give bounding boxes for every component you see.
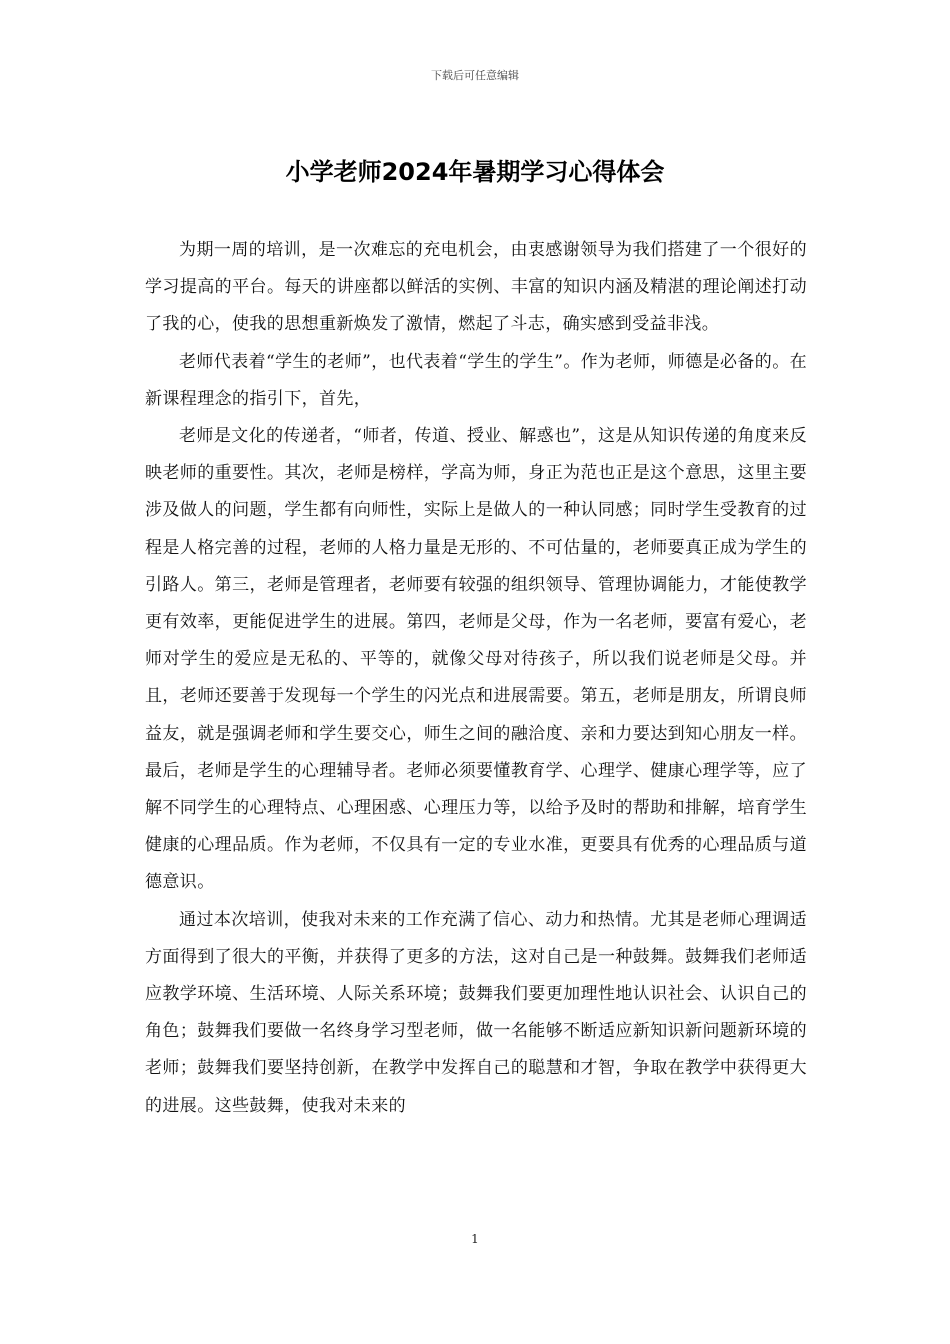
- document-body: [145, 232, 807, 1125]
- paragraph-3: 老师是文化的传递者，“师者，传道、授业、解惑也”，这是从知识传递的角度来反映老师的重要性。其次，老师是榜样，学高为师，身正为范也正是这个意思，这里主要涉及做人的问题，学生都有向师性，实际上是做人的一种认同感；同时学生受教育的过程是人格完善的过程，老师的人格力量是无形的、不可估量的，老师要真正成为学生的引路人。第三，老师是管理者，老师要有较强的组织领导、管理协调能力，才能使教学更有效率，更能促进学生的进展。第四，老师是父母，作为一名老师，要富有爱心，老师对学生的爱应是无私的、平等的，就像父母对待孩子，所以我们说老师是父母。并且，老师还要善于发现每一个学生的闪光点和进展需要。第五，老师是朋友，所谓良师益友，就是强调老师和学生要交心，师生之间的融洽度、亲和力要达到知心朋友一样。最后，老师是学生的心理辅导者。老师必须要懂教育学、心理学、健康心理学等，应了解不同学生的心理特点、心理困惑、心理压力等，以给予及时的帮助和排解，培育学生健康的心理品质。作为老师，不仅具有一定的专业水准，更要具有优秀的心理品质与道德意识。: [145, 426, 807, 893]
- document-title: 小学老师2024年暑期学习心得体会: [285, 158, 665, 186]
- paragraph-1: 为期一周的培训，是一次难忘的充电机会，由衷感谢领导为我们搭建了一个很好的学习提高的平台。每天的讲座都以鲜活的实例、丰富的知识内涵及精湛的理论阐述打动了我的心，使我的思想重新焕发了激情，燃起了斗志，确实感到受益非浅。: [145, 240, 807, 335]
- paragraph-2: 老师代表着“学生的老师”，也代表着“学生的学生”。作为老师，师德是必备的。在新课程理念的指引下，首先，: [145, 351, 807, 409]
- paragraph-4: 通过本次培训，使我对未来的工作充满了信心、动力和热情。尤其是老师心理调适方面得到了很大的平衡，并获得了更多的方法，这对自己是一种鼓舞。鼓舞我们老师适应教学环境、生活环境、人际关系环境；鼓舞我们要更加理性地认识社会、认识自己的角色；鼓舞我们要做一名终身学习型老师，做一名能够不断适应新知识新问题新环境的老师；鼓舞我们要坚持创新，在教学中发挥自己的聪慧和才智，争取在教学中获得更大的进展。这些鼓舞，使我对未来的: [145, 909, 807, 1116]
- header-note: 下载后可任意编辑: [431, 69, 519, 82]
- page-number: 1: [471, 1232, 479, 1246]
